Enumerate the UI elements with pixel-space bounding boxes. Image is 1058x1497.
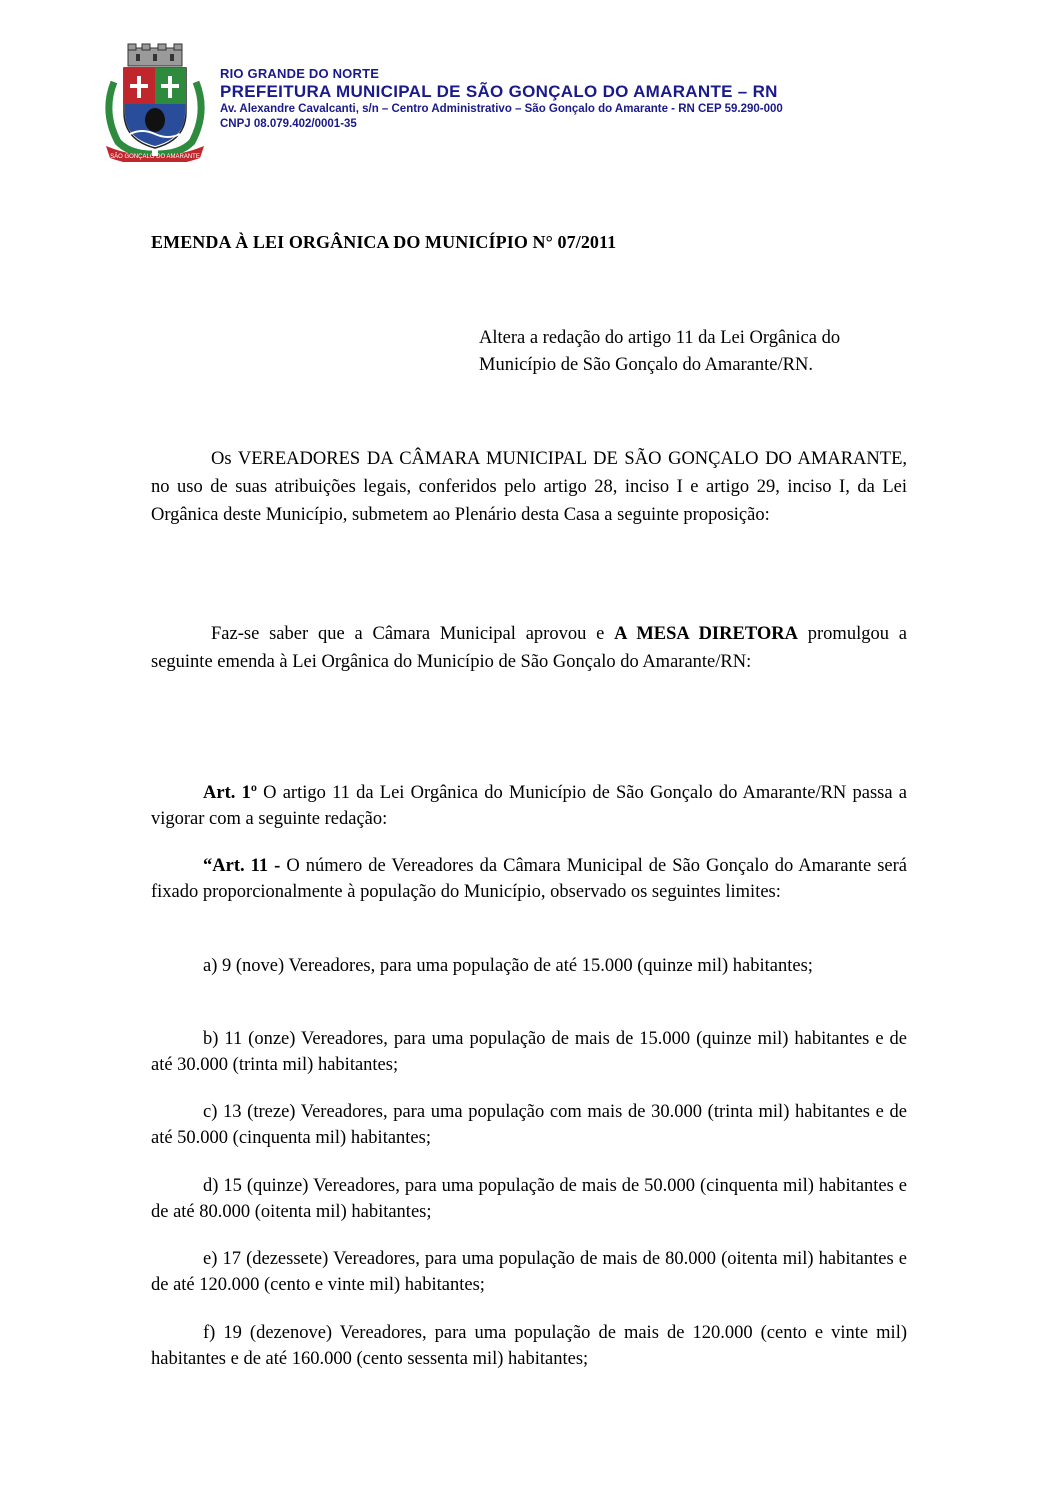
- crest-motto: SÃO GONÇALO DO AMARANTE: [110, 154, 200, 160]
- list-item-e: e) 17 (dezessete) Vereadores, para uma população de mais de 80.000 (oitenta mil) habitantes e de até 120.000 (cento e vinte mil) habitantes;: [151, 1249, 907, 1295]
- article-1-label: Art. 1º: [203, 783, 257, 803]
- list-item-b: b) 11 (onze) Vereadores, para uma população de mais de 15.000 (quinze mil) habitantes e de até 30.000 (trinta mil) habitantes;: [151, 1029, 907, 1075]
- article-11: [151, 853, 907, 905]
- list-item-d: d) 15 (quinze) Vereadores, para uma população de mais de 50.000 (cinquenta mil) habitantes e de até 80.000 (oitenta mil) habitantes;: [151, 1176, 907, 1222]
- letterhead-state: RIO GRANDE DO NORTE: [220, 66, 380, 81]
- letterhead-prefeitura: PREFEITURA MUNICIPAL DE SÃO GONÇALO DO AMARANTE – RN: [220, 82, 778, 101]
- letterhead-address: Av. Alexandre Cavalcanti, s/n – Centro Administrativo – São Gonçalo do Amarante - RN CEP 59.290-000: [220, 103, 783, 115]
- article-11-label: “Art. 11 -: [203, 856, 281, 876]
- article-1: [151, 780, 907, 832]
- list-item-f: f) 19 (dezenove) Vereadores, para uma população de mais de 120.000 (cento e vinte mil) habitantes e de até 160.000 (cento sessenta mil) habitantes;: [151, 1323, 907, 1369]
- promulgation-text-end: promulgou a seguinte emenda à Lei Orgânica do Município de São Gonçalo do Amarante/RN:: [151, 624, 907, 672]
- preamble-paragraph: Os VEREADORES DA CÂMARA MUNICIPAL DE SÃO GONÇALO DO AMARANTE, no uso de suas atribuições legais, conferidos pelo artigo 28, inciso I e artigo 29, inciso I, da Lei Orgânica deste Município, submetem ao Plenário desta Casa a seguinte proposição:: [151, 449, 907, 525]
- document-title: EMENDA À LEI ORGÂNICA DO MUNICÍPIO N° 07/2011: [151, 232, 617, 252]
- municipal-crest-logo: [100, 42, 210, 162]
- letterhead: [220, 66, 783, 132]
- article-11-text: O número de Vereadores da Câmara Municipal de São Gonçalo do Amarante será fixado proporcionalmente à população do Município, observado os seguintes limites:: [151, 856, 907, 902]
- list-item-a: a) 9 (nove) Vereadores, para uma população de até 15.000 (quinze mil) habitantes;: [203, 956, 813, 976]
- letterhead-cnpj: CNPJ 08.079.402/0001-35: [220, 118, 357, 130]
- promulgation-text-start: Faz-se saber que a Câmara Municipal aprovou e: [211, 624, 615, 644]
- promulgation-paragraph: [151, 620, 907, 676]
- article-1-text: O artigo 11 da Lei Orgânica do Município de São Gonçalo do Amarante/RN passa a vigorar com a seguinte redação:: [151, 783, 907, 829]
- ementa: Altera a redação do artigo 11 da Lei Orgânica do Município de São Gonçalo do Amarante/RN.: [479, 328, 841, 375]
- mesa-diretora: A MESA DIRETORA: [614, 624, 798, 644]
- list-item-c: c) 13 (treze) Vereadores, para uma população com mais de 30.000 (trinta mil) habitantes e de até 50.000 (cinquenta mil) habitantes;: [151, 1102, 907, 1148]
